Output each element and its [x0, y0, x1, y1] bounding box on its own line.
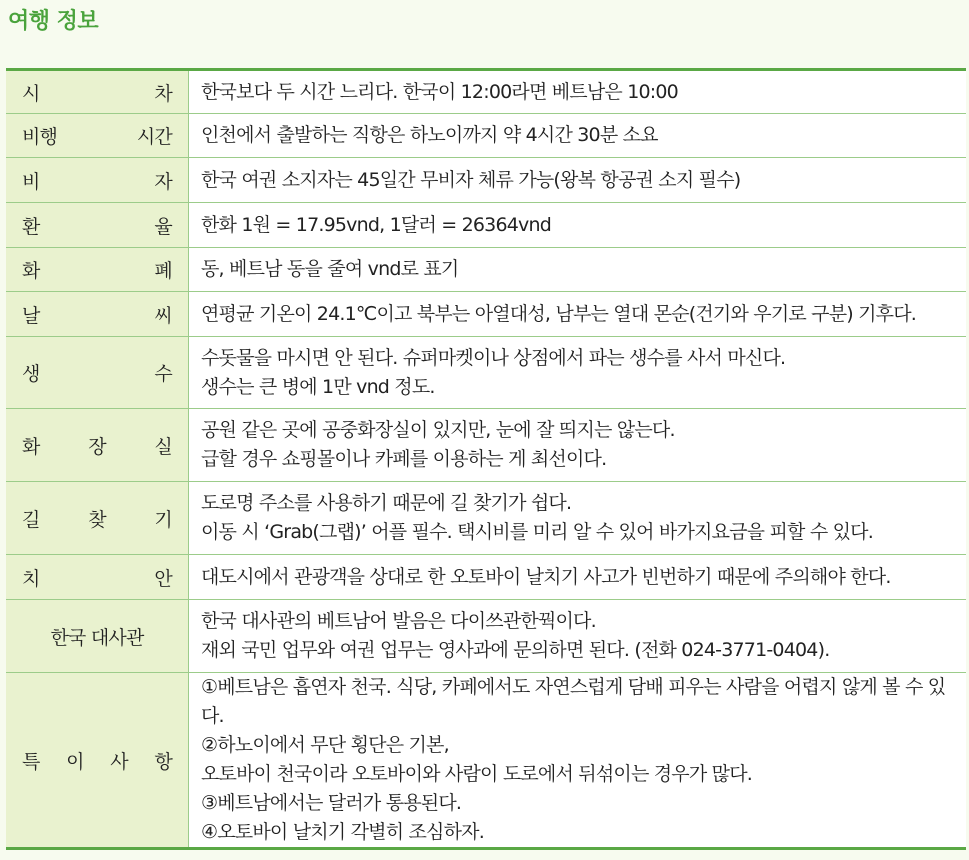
table-row [6, 114, 966, 158]
row-label: 치 안 [6, 555, 189, 600]
row-content: ①베트남은 흡연자 천국. 식당, 카페에서도 자연스럽게 담배 피우는 사람을 어렵지 않게 볼 수 있다. ②하노이에서 무단 횡단은 기본, 오토바이 천국이라 오토바이와 사람이 도로에서 뒤섞이는 경우가 많다. ③베트남에서는 달러가 통용된다. ④오토바이 날치기 각별히 조심하자. [189, 673, 967, 849]
row-label: 생 수 [6, 337, 189, 409]
table-row [6, 673, 966, 849]
row-content: 대도시에서 관광객을 상대로 한 오토바이 날치기 사고가 빈번하기 때문에 주의해야 한다. [189, 555, 967, 600]
travel-info-table [6, 68, 966, 850]
row-label: 비 자 [6, 158, 189, 203]
table-row [6, 70, 966, 114]
row-content: 연평균 기온이 24.1℃이고 북부는 아열대성, 남부는 열대 몬순(건기와 우기로 구분) 기후다. [189, 292, 967, 337]
row-label: 한국 대사관 [6, 600, 189, 673]
table-row [6, 337, 966, 409]
row-content: 한화 1원 = 17.95vnd, 1달러 = 26364vnd [189, 203, 967, 248]
row-label: 길 찾 기 [6, 482, 189, 555]
row-label: 시 차 [6, 70, 189, 114]
row-label: 화 장 실 [6, 409, 189, 482]
table-row [6, 555, 966, 600]
row-content: 인천에서 출발하는 직항은 하노이까지 약 4시간 30분 소요 [189, 114, 967, 158]
table-row [6, 600, 966, 673]
row-label: 환 율 [6, 203, 189, 248]
row-content: 공원 같은 곳에 공중화장실이 있지만, 눈에 잘 띄지는 않는다. 급할 경우 쇼핑몰이나 카페를 이용하는 게 최선이다. [189, 409, 967, 482]
table-row [6, 158, 966, 203]
row-content: 한국 여권 소지자는 45일간 무비자 체류 가능(왕복 항공권 소지 필수) [189, 158, 967, 203]
row-content: 동, 베트남 동을 줄여 vnd로 표기 [189, 248, 967, 292]
table-row [6, 482, 966, 555]
row-content: 한국 대사관의 베트남어 발음은 다이쓰관한꿕이다. 재외 국민 업무와 여권 업무는 영사과에 문의하면 된다. (전화 024-3771-0404). [189, 600, 967, 673]
row-label: 특 이 사 항 [6, 673, 189, 849]
table-row [6, 409, 966, 482]
table-row [6, 248, 966, 292]
table-row [6, 292, 966, 337]
row-content: 도로명 주소를 사용하기 때문에 길 찾기가 쉽다. 이동 시 ‘Grab(그랩)’ 어플 필수. 택시비를 미리 알 수 있어 바가지요금을 피할 수 있다. [189, 482, 967, 555]
row-content: 수돗물을 마시면 안 된다. 슈퍼마켓이나 상점에서 파는 생수를 사서 마신다. 생수는 큰 병에 1만 vnd 정도. [189, 337, 967, 409]
row-label: 날 씨 [6, 292, 189, 337]
row-label: 비행 시간 [6, 114, 189, 158]
row-content: 한국보다 두 시간 느리다. 한국이 12:00라면 베트남은 10:00 [189, 70, 967, 114]
row-label: 화 폐 [6, 248, 189, 292]
table-row [6, 203, 966, 248]
section-title: 여행 정보 [8, 9, 99, 34]
